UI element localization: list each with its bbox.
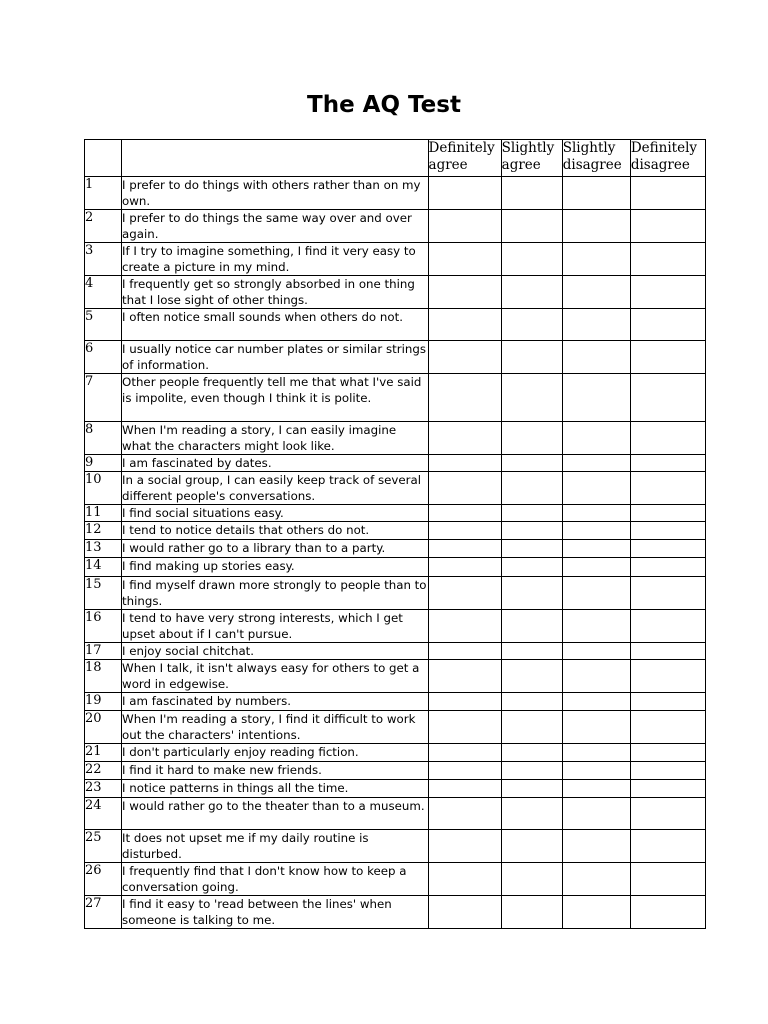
answer-cell-slightly-agree[interactable] — [501, 309, 562, 341]
question-number: 6 — [85, 341, 122, 374]
question-text: If I try to imagine something, I find it very easy to create a picture in my mind. — [122, 243, 428, 276]
answer-cell-definitely-disagree[interactable] — [630, 660, 705, 693]
option-header-slightly-disagree: Slightly disagree — [562, 140, 630, 177]
answer-cell-definitely-agree[interactable] — [428, 798, 501, 830]
answer-cell-slightly-disagree[interactable] — [562, 711, 630, 744]
answer-cell-slightly-agree[interactable] — [501, 780, 562, 798]
page-title: The AQ Test — [307, 92, 461, 118]
answer-cell-slightly-disagree[interactable] — [562, 762, 630, 780]
question-number: 5 — [85, 309, 122, 341]
question-text: I enjoy social chitchat. — [122, 643, 428, 660]
answer-cell-definitely-disagree[interactable] — [630, 472, 705, 505]
answer-cell-slightly-agree[interactable] — [501, 830, 562, 863]
answer-cell-slightly-agree[interactable] — [501, 798, 562, 830]
answer-cell-slightly-agree[interactable] — [501, 660, 562, 693]
question-number: 23 — [85, 780, 122, 798]
answer-cell-definitely-agree[interactable] — [428, 276, 501, 309]
answer-cell-slightly-disagree[interactable] — [562, 243, 630, 276]
answer-cell-slightly-disagree[interactable] — [562, 455, 630, 472]
answer-cell-slightly-agree[interactable] — [501, 374, 562, 422]
question-text: I find it hard to make new friends. — [122, 762, 428, 780]
question-text: When I'm reading a story, I find it difficult to work out the characters' intentions. — [122, 711, 428, 744]
question-text: Other people frequently tell me that what I've said is impolite, even though I think it is polite. — [122, 374, 428, 422]
question-text: In a social group, I can easily keep track of several different people's conversations. — [122, 472, 428, 505]
answer-cell-slightly-disagree[interactable] — [562, 896, 630, 929]
answer-cell-definitely-agree[interactable] — [428, 577, 501, 610]
question-number: 25 — [85, 830, 122, 863]
answer-cell-slightly-disagree[interactable] — [562, 798, 630, 830]
question-text: I usually notice car number plates or similar strings of information. — [122, 341, 428, 374]
answer-cell-definitely-disagree[interactable] — [630, 341, 705, 374]
question-number: 8 — [85, 422, 122, 455]
answer-cell-definitely-agree[interactable] — [428, 309, 501, 341]
table-row — [85, 896, 706, 929]
question-number: 22 — [85, 762, 122, 780]
question-text: I find myself drawn more strongly to people than to things. — [122, 578, 427, 608]
answer-cell-definitely-agree[interactable] — [428, 341, 501, 374]
question-number: 4 — [85, 276, 122, 309]
answer-cell-definitely-disagree[interactable] — [630, 374, 705, 422]
question-text: I tend to have very strong interests, which I get upset about if I can't pursue. — [122, 610, 428, 643]
answer-cell-slightly-disagree[interactable] — [562, 505, 630, 522]
answer-cell-slightly-agree[interactable] — [501, 422, 562, 455]
table-row — [85, 309, 706, 341]
table-row — [85, 210, 706, 243]
question-text: I find making up stories easy. — [122, 558, 428, 577]
answer-cell-slightly-disagree[interactable] — [562, 744, 630, 762]
answer-cell-definitely-agree[interactable] — [428, 374, 501, 422]
answer-cell-definitely-agree[interactable] — [428, 422, 501, 455]
question-number: 11 — [85, 505, 122, 522]
answer-cell-definitely-agree[interactable] — [428, 505, 501, 522]
table-row — [85, 798, 706, 830]
table-row — [85, 577, 706, 610]
answer-cell-definitely-disagree[interactable] — [630, 610, 705, 643]
answer-cell-slightly-agree[interactable] — [501, 472, 562, 505]
answer-cell-slightly-disagree[interactable] — [562, 522, 630, 540]
answer-cell-slightly-agree[interactable] — [501, 505, 562, 522]
table-row — [85, 455, 706, 472]
answer-cell-slightly-disagree[interactable] — [562, 830, 630, 863]
question-text: I frequently find that I don't know how to keep a conversation going. — [122, 863, 428, 896]
answer-cell-slightly-agree[interactable] — [501, 540, 562, 558]
question-text: I would rather go to the theater than to a museum. — [122, 798, 428, 830]
answer-cell-slightly-agree[interactable] — [501, 643, 562, 660]
answer-cell-definitely-disagree[interactable] — [630, 762, 705, 780]
table-row — [85, 422, 706, 455]
question-number: 1 — [85, 177, 122, 210]
answer-cell-slightly-disagree[interactable] — [562, 210, 630, 243]
question-text: I find it easy to 'read between the lines' when someone is talking to me. — [122, 896, 428, 929]
answer-cell-definitely-disagree[interactable] — [630, 896, 705, 929]
number-header — [85, 140, 122, 177]
answer-cell-slightly-disagree[interactable] — [562, 610, 630, 643]
answer-cell-slightly-disagree[interactable] — [562, 276, 630, 309]
table-row — [85, 558, 706, 577]
question-number: 21 — [85, 744, 122, 762]
table-row — [85, 276, 706, 309]
question-text: I often notice small sounds when others do not. — [122, 309, 428, 341]
answer-cell-slightly-agree[interactable] — [501, 558, 562, 577]
answer-cell-definitely-agree[interactable] — [428, 863, 501, 896]
answer-cell-definitely-disagree[interactable] — [630, 309, 705, 341]
answer-cell-definitely-agree[interactable] — [428, 558, 501, 577]
table-row — [85, 505, 706, 522]
question-number: 27 — [85, 896, 122, 929]
answer-cell-slightly-agree[interactable] — [501, 522, 562, 540]
answer-cell-definitely-disagree[interactable] — [630, 505, 705, 522]
answer-cell-definitely-disagree[interactable] — [630, 744, 705, 762]
answer-cell-definitely-agree[interactable] — [428, 780, 501, 798]
answer-cell-slightly-agree[interactable] — [501, 177, 562, 210]
answer-cell-definitely-disagree[interactable] — [630, 711, 705, 744]
answer-cell-definitely-disagree[interactable] — [630, 798, 705, 830]
table-row — [85, 522, 706, 540]
table-row — [85, 863, 706, 896]
question-number: 26 — [85, 863, 122, 896]
answer-cell-slightly-agree[interactable] — [501, 693, 562, 711]
answer-cell-definitely-disagree[interactable] — [630, 643, 705, 660]
answer-cell-definitely-agree[interactable] — [428, 610, 501, 643]
answer-cell-slightly-disagree[interactable] — [562, 780, 630, 798]
table-row — [85, 540, 706, 558]
answer-cell-slightly-agree[interactable] — [501, 711, 562, 744]
question-text: I find social situations easy. — [122, 505, 428, 522]
answer-cell-definitely-disagree[interactable] — [630, 522, 705, 540]
question-number: 12 — [85, 522, 122, 540]
answer-cell-definitely-agree[interactable] — [428, 896, 501, 929]
question-number: 18 — [85, 660, 122, 693]
answer-cell-slightly-agree[interactable] — [501, 577, 562, 610]
question-number: 15 — [85, 577, 122, 610]
table-row — [85, 711, 706, 744]
question-number: 17 — [85, 643, 122, 660]
answer-cell-definitely-agree[interactable] — [428, 243, 501, 276]
answer-cell-slightly-agree[interactable] — [501, 341, 562, 374]
answer-cell-definitely-agree[interactable] — [428, 762, 501, 780]
question-number: 7 — [85, 374, 122, 422]
answer-cell-definitely-agree[interactable] — [428, 540, 501, 558]
question-text: When I'm reading a story, I can easily imagine what the characters might look like. — [122, 422, 428, 455]
question-number: 16 — [85, 610, 122, 643]
table-row — [85, 762, 706, 780]
question-number: 19 — [85, 693, 122, 711]
question-text: It does not upset me if my daily routine is disturbed. — [122, 830, 428, 863]
answer-cell-definitely-disagree[interactable] — [630, 276, 705, 309]
table-row — [85, 177, 706, 210]
table-row — [85, 341, 706, 374]
question-number: 24 — [85, 798, 122, 830]
question-text: I am fascinated by dates. — [122, 455, 428, 472]
question-text: I prefer to do things the same way over and over again. — [122, 210, 428, 243]
question-number: 10 — [85, 472, 122, 505]
question-number: 9 — [85, 455, 122, 472]
question-number: 3 — [85, 243, 122, 276]
answer-cell-definitely-agree[interactable] — [428, 830, 501, 863]
question-text: I would rather go to a library than to a party. — [122, 540, 428, 558]
answer-cell-slightly-disagree[interactable] — [562, 374, 630, 422]
answer-cell-definitely-disagree[interactable] — [630, 577, 705, 610]
table-row — [85, 610, 706, 643]
answer-cell-slightly-disagree[interactable] — [562, 472, 630, 505]
table-row — [85, 243, 706, 276]
question-number: 20 — [85, 711, 122, 744]
table-row — [85, 643, 706, 660]
answer-cell-slightly-agree[interactable] — [501, 210, 562, 243]
answer-cell-definitely-disagree[interactable] — [630, 558, 705, 577]
table-row — [85, 780, 706, 798]
answer-cell-slightly-agree[interactable] — [501, 276, 562, 309]
answer-cell-definitely-disagree[interactable] — [630, 780, 705, 798]
question-text: I don't particularly enjoy reading fiction. — [122, 744, 428, 762]
question-text: When I talk, it isn't always easy for others to get a word in edgewise. — [122, 660, 428, 693]
option-header-definitely-agree: Definitely agree — [428, 140, 501, 177]
answer-cell-slightly-disagree[interactable] — [562, 422, 630, 455]
table-row — [85, 830, 706, 863]
answer-cell-definitely-disagree[interactable] — [630, 830, 705, 863]
answer-cell-slightly-agree[interactable] — [501, 243, 562, 276]
answer-cell-definitely-disagree[interactable] — [630, 210, 705, 243]
answer-cell-slightly-agree[interactable] — [501, 744, 562, 762]
answer-cell-definitely-disagree[interactable] — [630, 177, 705, 210]
question-text: I frequently get so strongly absorbed in one thing that I lose sight of other things. — [122, 276, 428, 309]
table-row — [85, 472, 706, 505]
answer-cell-definitely-agree[interactable] — [428, 177, 501, 210]
answer-cell-definitely-disagree[interactable] — [630, 422, 705, 455]
option-header-definitely-disagree: Definitely disagree — [630, 140, 705, 177]
answer-cell-slightly-disagree[interactable] — [562, 863, 630, 896]
answer-cell-definitely-agree[interactable] — [428, 643, 501, 660]
answer-cell-slightly-disagree[interactable] — [562, 558, 630, 577]
answer-cell-slightly-disagree[interactable] — [562, 540, 630, 558]
option-header-slightly-agree: Slightly agree — [501, 140, 562, 177]
answer-cell-definitely-agree[interactable] — [428, 455, 501, 472]
question-text: I prefer to do things with others rather than on my own. — [122, 177, 428, 210]
answer-cell-slightly-disagree[interactable] — [562, 693, 630, 711]
answer-cell-slightly-disagree[interactable] — [562, 341, 630, 374]
answer-cell-definitely-agree[interactable] — [428, 472, 501, 505]
answer-cell-definitely-agree[interactable] — [428, 711, 501, 744]
answer-cell-definitely-disagree[interactable] — [630, 455, 705, 472]
answer-cell-slightly-agree[interactable] — [501, 863, 562, 896]
answer-cell-definitely-agree[interactable] — [428, 693, 501, 711]
question-number: 13 — [85, 540, 122, 558]
table-row — [85, 660, 706, 693]
table-row — [85, 744, 706, 762]
question-text: I notice patterns in things all the time. — [122, 780, 428, 798]
question-number: 2 — [85, 210, 122, 243]
answer-cell-slightly-disagree[interactable] — [562, 660, 630, 693]
answer-cell-definitely-disagree[interactable] — [630, 693, 705, 711]
answer-cell-slightly-disagree[interactable] — [562, 577, 630, 610]
header-row — [85, 140, 706, 177]
answer-cell-slightly-disagree[interactable] — [562, 177, 630, 210]
table-row — [85, 374, 706, 422]
answer-cell-definitely-agree[interactable] — [428, 522, 501, 540]
aq-questionnaire-table — [84, 139, 706, 929]
answer-cell-slightly-agree[interactable] — [501, 455, 562, 472]
answer-cell-definitely-agree[interactable] — [428, 660, 501, 693]
answer-cell-slightly-agree[interactable] — [501, 896, 562, 929]
answer-cell-slightly-disagree[interactable] — [562, 309, 630, 341]
answer-cell-definitely-agree[interactable] — [428, 210, 501, 243]
table-row — [85, 693, 706, 711]
answer-cell-definitely-disagree[interactable] — [630, 243, 705, 276]
answer-cell-slightly-agree[interactable] — [501, 762, 562, 780]
question-number: 14 — [85, 558, 122, 577]
answer-cell-definitely-disagree[interactable] — [630, 540, 705, 558]
question-text: I am fascinated by numbers. — [122, 693, 428, 711]
question-text: I tend to notice details that others do not. — [122, 522, 428, 540]
question-header — [122, 140, 428, 177]
answer-cell-definitely-disagree[interactable] — [630, 863, 705, 896]
answer-cell-slightly-disagree[interactable] — [562, 643, 630, 660]
answer-cell-slightly-agree[interactable] — [501, 610, 562, 643]
answer-cell-definitely-agree[interactable] — [428, 744, 501, 762]
